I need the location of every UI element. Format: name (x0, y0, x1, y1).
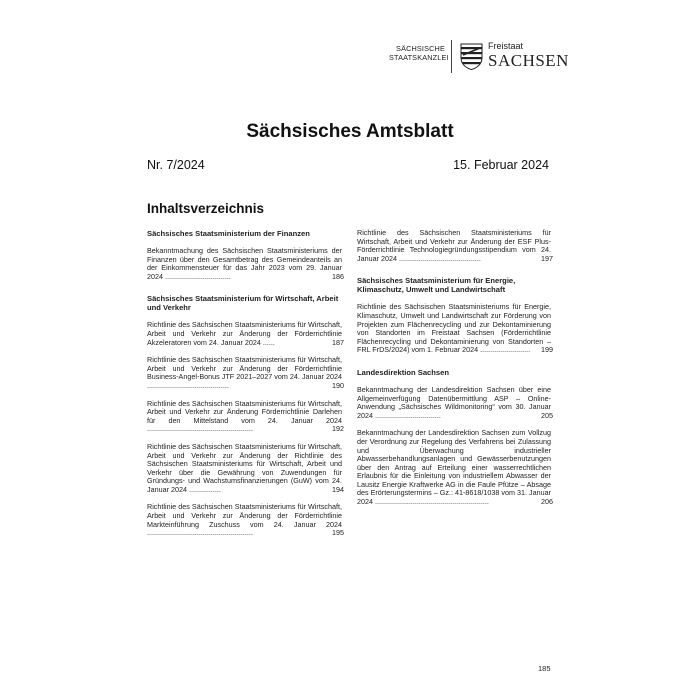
toc-right-column (357, 229, 553, 520)
toc-entry[interactable] (147, 356, 344, 390)
toc-entry-page: 186 (332, 271, 344, 281)
page-number: 185 (538, 664, 551, 673)
toc-entry-page: 197 (541, 253, 553, 263)
logo-freistaat: Freistaat (488, 41, 524, 51)
toc-entry-page: 206 (541, 497, 553, 507)
toc-entry[interactable] (147, 247, 344, 281)
toc-left-column (147, 229, 344, 551)
section-title: Sächsisches Staatsministerium für Wirtschaft, Arbeit und Verkehr (147, 294, 339, 313)
toc-entry-page: 190 (332, 380, 344, 390)
toc-entry[interactable] (357, 429, 553, 506)
section-spacer (147, 547, 344, 551)
toc-entry[interactable] (147, 503, 344, 537)
toc-entry[interactable] (357, 303, 553, 355)
logo-left-line1: SÄCHSISCHE (396, 44, 445, 53)
toc-entry-text: Richtlinie des Sächsischen Staatsministeriums für Wirtschaft, Arbeit und Verkehr zur Änderung der Förderrichtlinie Business-Angel-Bonus JTF 2021–2027 vom 24. Januar 2024 ......................................... (147, 355, 342, 390)
section-spacer (357, 516, 553, 520)
toc-entry-text: Richtlinie des Sächsischen Staatsministeriums für Wirtschaft, Arbeit und Verkehr zur Änderung der Richtlinie des Sächsischen Staatsministeriums für Wirtschaft, Arbeit und Verkehr über die Gewährung von Zuwendungen für Gründungs- und Wachstumsfinanzierungen (GuW) vom 24. Januar 2024 ................ (147, 441, 342, 494)
issue-date: 15. Februar 2024 (453, 158, 549, 172)
toc-entry[interactable] (147, 321, 344, 347)
logo-divider (451, 40, 452, 73)
saxony-crest-icon (460, 43, 483, 70)
toc-entry-text: Bekanntmachung der Landesdirektion Sachsen zum Vollzug der Verordnung zur Regelung des Verfahrens bei Zulassung und Überwachung industrieller Abwasserbehandlungsanlagen und Gewässerbenutzungen über den Antrag auf Erteilung einer wasserrechtlichen Erlaubnis für die Einleitung von industriellem Abwasser der Lausitz Energie Kraftwerke AG in die Faule Pfütze – Absage des Erörterungstermins – Gz.: 41-8618/1038 vom 31. Januar 2024 ......................................................... (357, 428, 551, 507)
freistaat-sachsen-logo (460, 40, 569, 74)
toc-entry-page: 192 (332, 424, 344, 434)
toc-entry[interactable] (357, 229, 553, 263)
issue-number: Nr. 7/2024 (147, 158, 205, 172)
toc-entry-text: Bekanntmachung des Sächsischen Staatsministeriums der Finanzen über den Gesamtbetrag des Gemeindeanteils an der Einkommensteuer für das Jahr 2023 vom 29. Januar 2024 ................................. (147, 246, 342, 281)
section-title: Landesdirektion Sachsen (357, 367, 449, 377)
toc-heading: Inhaltsverzeichnis (147, 201, 265, 216)
toc-entry-text: Richtlinie des Sächsischen Staatsministeriums für Wirtschaft, Arbeit und Verkehr zur Änderung der Förderrichtlinie Markteinführung Zuschuss vom 24. Januar 2024 ..................................................... (147, 502, 342, 538)
toc-entry-text: Richtlinie des Sächsischen Staatsministeriums für Wirtschaft, Arbeit und Verkehr zur Änderung Förderrichtlinie Darlehen für den Mittelstand vom 24. Januar 2024 ..................................................... (147, 398, 342, 434)
section-title: Sächsisches Staatsministerium der Finanzen (147, 229, 310, 238)
toc-entry-text: Richtlinie des Sächsischen Staatsministeriums für Wirtschaft, Arbeit und Verkehr zur Änderung der ESF Plus-Förderrichtlinie Technologiegründungsstipendium vom 24. Januar 2024 ......................................... (357, 228, 551, 263)
toc-entry-page: 194 (332, 484, 344, 494)
toc-entry-page: 199 (541, 345, 553, 355)
logo-sachsen: SACHSEN (488, 51, 569, 70)
staatskanzlei-logo-text (389, 44, 449, 62)
toc-entry-text: Bekanntmachung der Landesdirektion Sachsen über eine Allgemeinverfügung Datenübermittlung ASP – Online-Anwendung „Sächsisches Wildmonitoring“ vom 30. Januar 2024 ................................. (357, 384, 551, 420)
toc-entry-text: Richtlinie des Sächsischen Staatsministeriums für Energie, Klimaschutz, Umwelt und Landwirtschaft zur Förderung von Projekten zum Flächenrecycling und zur Dekontaminierung von Standorten im Freistaat Sachsen (Förderrichtlinie Flächenrecycling und Dekontaminierung von Standorten – FRL FrDS/2024) vom 1. Februar 2024 ......................... (357, 302, 551, 355)
toc-entry[interactable] (147, 400, 344, 434)
page-title: Sächsisches Amtsblatt (246, 121, 454, 142)
toc-entry[interactable] (147, 443, 344, 495)
section-title: Sächsisches Staatsministerium für Energie, Klimaschutz, Umwelt und Landwirtschaft (357, 276, 516, 295)
toc-entry-page: 187 (332, 337, 344, 347)
toc-entry-text: Richtlinie des Sächsischen Staatsministeriums für Wirtschaft, Arbeit und Verkehr zur Änderung der Förderrichtlinie Akzeleratoren vom 24. Januar 2024 ...... (147, 320, 342, 347)
logo-left-line2: STAATSKANZLEI (389, 53, 449, 62)
toc-entry-page: 205 (541, 410, 553, 420)
toc-entry-page: 195 (332, 528, 344, 538)
toc-entry[interactable] (357, 386, 553, 420)
